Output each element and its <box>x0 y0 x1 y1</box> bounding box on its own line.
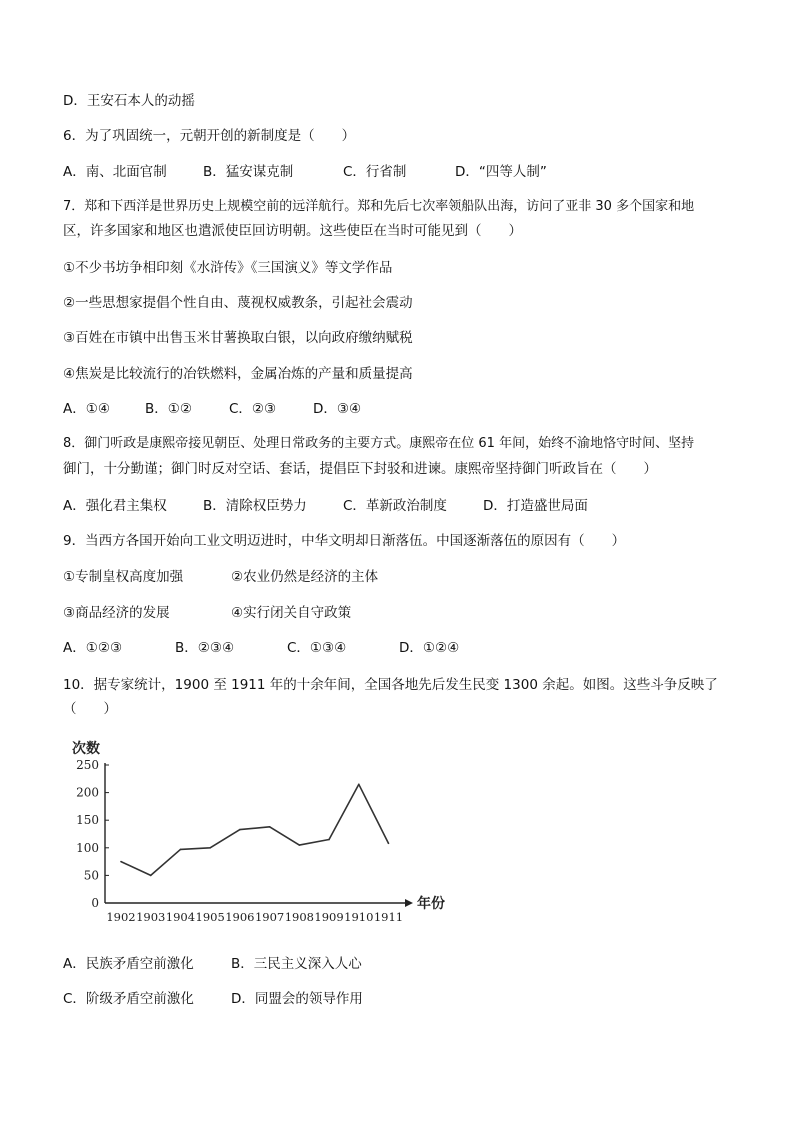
q9-stem: 9．当西方各国开始向工业文明迈进时，中华文明却日渐落伍。中国逐渐落伍的原因有（ ） <box>63 533 626 549</box>
q9-option-a[interactable]: A．①②③ <box>63 640 123 656</box>
data-point <box>269 826 271 828</box>
x-tick-label: 1903 <box>136 910 166 924</box>
q8-option-c[interactable]: C．革新政治制度 <box>343 498 447 514</box>
q8-stem-line2: 御门，十分勤谨；御门时反对空话、套话，提倡臣下封驳和进谏。康熙帝坚持御门听政旨在（ ） <box>63 461 657 477</box>
x-tick-label: 1907 <box>254 910 285 924</box>
q8-stem-line1: 8．御门听政是康熙帝接见朝臣、处理日常政务的主要方式。康熙帝在位 61 年间，始终不渝地恪守时间、坚持 <box>63 436 695 451</box>
series-line <box>121 784 389 875</box>
q7-item-2: ②一些思想家提倡个性自由、蔑视权威教条，引起社会震动 <box>63 295 413 311</box>
y-tick-label: 100 <box>76 840 99 855</box>
q10-line-chart <box>70 735 450 935</box>
q8-option-a[interactable]: A．强化君主集权 <box>63 498 167 514</box>
y-tick-label: 50 <box>83 868 99 883</box>
q7-stem-line1: 7．郑和下西洋是世界历史上规模空前的远洋航行。郑和先后七次率领船队出海，访问了亚非 30 多个国家和地 <box>63 199 695 214</box>
q10-option-b[interactable]: B．三民主义深入人心 <box>231 956 362 972</box>
data-point <box>328 839 330 841</box>
x-axis-title: 年份 <box>417 896 445 912</box>
x-tick-label: 1904 <box>165 910 196 924</box>
q7-option-a[interactable]: A．①④ <box>63 401 110 417</box>
x-axis-arrow <box>405 899 413 907</box>
q8-option-d[interactable]: D．打造盛世局面 <box>483 498 588 514</box>
q9-option-c[interactable]: C．①③④ <box>287 640 347 656</box>
q9-option-b[interactable]: B．②③④ <box>175 640 235 656</box>
q7-option-b[interactable]: B．①② <box>145 401 192 417</box>
q10-option-c[interactable]: C．阶级矛盾空前激化 <box>63 991 194 1007</box>
q6-option-d[interactable]: D．“四等人制” <box>455 164 547 180</box>
y-tick-label: 150 <box>76 813 99 828</box>
y-tick-label: 250 <box>76 758 99 772</box>
data-point <box>150 875 152 877</box>
data-point <box>358 784 360 786</box>
q7-option-d[interactable]: D．③④ <box>313 401 362 417</box>
q5-option-d: D．王安石本人的动摇 <box>63 93 195 109</box>
y-tick-label: 0 <box>91 896 99 910</box>
x-tick-label: 1909 <box>314 910 344 924</box>
q6-stem: 6．为了巩固统一，元朝开创的新制度是（ ） <box>63 128 356 144</box>
q7-item-1: ①不少书坊争相印刻《水浒传》《三国演义》等文学作品 <box>63 260 393 276</box>
q7-item-3: ③百姓在市镇中出售玉米甘薯换取白银，以向政府缴纳赋税 <box>63 330 413 346</box>
q6-option-c[interactable]: C．行省制 <box>343 164 407 180</box>
x-tick-label: 1908 <box>284 910 314 924</box>
q10-option-d[interactable]: D．同盟会的领导作用 <box>231 991 363 1007</box>
x-tick-label: 1906 <box>225 910 255 924</box>
q10-stem-line1: 10．据专家统计，1900 至 1911 年的十余年间，全国各地先后发生民变 1300 余起。如图。这些斗争反映了 <box>63 677 718 693</box>
x-tick-label: 1905 <box>195 910 225 924</box>
q9-item-3: ③商品经济的发展 <box>63 605 170 621</box>
q7-item-4: ④焦炭是比较流行的冶铁燃料，金属冶炼的产量和质量提高 <box>63 366 413 382</box>
data-point <box>239 829 241 831</box>
data-point <box>299 844 301 846</box>
q9-option-d[interactable]: D．①②④ <box>399 640 460 656</box>
data-point <box>180 849 182 851</box>
x-tick-label: 1911 <box>373 910 404 924</box>
q7-stem-line2: 区，许多国家和地区也遣派使臣回访明朝。这些使臣在当时可能见到（ ） <box>63 223 522 239</box>
q10-stem-line2: （ ） <box>63 701 117 717</box>
q9-item-2: ②农业仍然是经济的主体 <box>231 569 379 585</box>
q9-item-1: ①专制皇权高度加强 <box>63 569 184 585</box>
y-tick-label: 200 <box>76 785 99 800</box>
q8-option-b[interactable]: B．清除权臣势力 <box>203 498 307 514</box>
data-point <box>209 847 211 849</box>
q10-option-a[interactable]: A．民族矛盾空前激化 <box>63 956 194 972</box>
q6-option-a[interactable]: A．南、北面官制 <box>63 164 167 180</box>
q9-item-4: ④实行闭关自守政策 <box>231 605 352 621</box>
q7-option-c[interactable]: C．②③ <box>229 401 277 417</box>
x-tick-label: 1902 <box>106 910 136 924</box>
x-tick-label: 1910 <box>344 910 374 924</box>
y-axis-title: 次数 <box>72 741 100 757</box>
q6-option-b[interactable]: B．猛安谋克制 <box>203 164 294 180</box>
data-point <box>388 843 390 845</box>
data-point <box>120 861 122 863</box>
